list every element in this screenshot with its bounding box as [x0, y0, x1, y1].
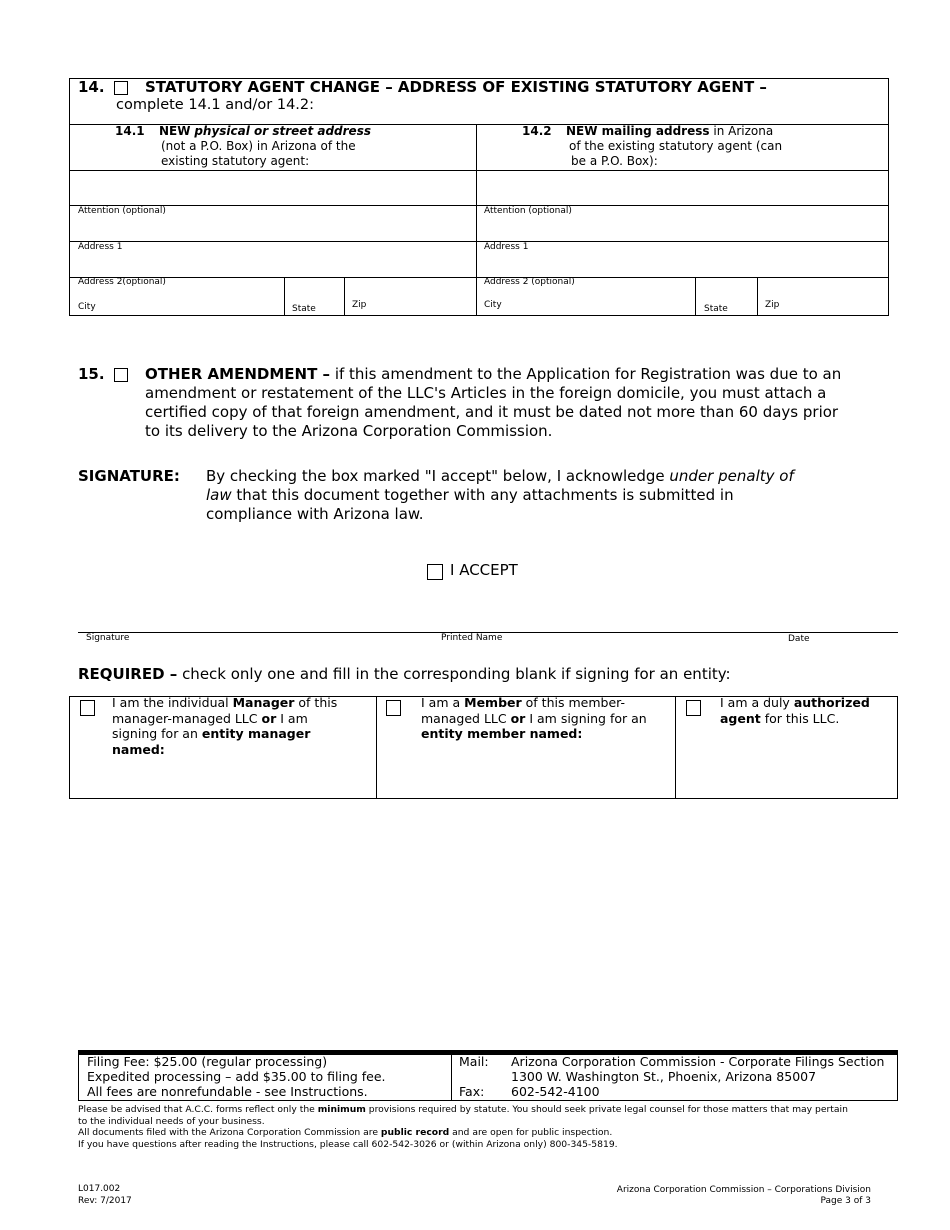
right-state-field[interactable]: State: [704, 304, 728, 314]
section-15-checkbox[interactable]: [114, 368, 128, 382]
right-attention-field[interactable]: Attention (optional): [484, 206, 572, 216]
left-address2-field[interactable]: Address 2(optional): [78, 277, 166, 287]
right-address1-field[interactable]: Address 1: [484, 242, 529, 252]
right-city-field[interactable]: City: [484, 300, 502, 310]
left-zip-field[interactable]: Zip: [352, 300, 367, 310]
section-14-checkbox[interactable]: [114, 81, 128, 95]
section-14-subtitle: complete 14.1 and/or 14.2:: [116, 97, 315, 113]
section-14-2-number: 14.2: [522, 124, 552, 138]
section-14-number: 14.: [78, 78, 105, 96]
right-address2-field[interactable]: Address 2 (optional): [484, 277, 575, 287]
manager-checkbox[interactable]: [80, 700, 95, 716]
authorized-agent-checkbox[interactable]: [686, 700, 701, 716]
left-attention-field[interactable]: Attention (optional): [78, 206, 166, 216]
printed-name-field[interactable]: Printed Name: [441, 633, 503, 643]
left-city-field[interactable]: City: [78, 302, 96, 312]
i-accept-checkbox[interactable]: [427, 564, 443, 580]
section-14-2-heading: NEW mailing address in Arizona: [566, 124, 774, 138]
section-14-2-line3: be a P.O. Box):: [571, 154, 658, 168]
left-state-field[interactable]: State: [292, 304, 316, 314]
section-14-1-line2: (not a P.O. Box) in Arizona of the: [161, 139, 356, 153]
authorized-agent-option-text: I am a duly authorized agent for this LLC.: [720, 695, 870, 726]
section-14-1-line3: existing statutory agent:: [161, 154, 310, 168]
section-14-title: STATUTORY AGENT CHANGE – ADDRESS OF EXISTING STATUTORY AGENT –: [145, 78, 767, 96]
left-address1-field[interactable]: Address 1: [78, 242, 123, 252]
section-15-text: OTHER AMENDMENT – if this amendment to the Application for Registration was due to an amendment or restatement of the LLC's Articles in the foreign domicile, you must attach a certified copy of that foreign amendment, and it must be dated not more than 60 days prior to its delivery to the Arizona Corporation Commission.: [145, 365, 842, 440]
section-15-number: 15.: [78, 365, 105, 383]
section-14-1-heading: NEW physical or street address: [159, 124, 371, 138]
mail-info: Mail: Arizona Corporation Commission - Corporate Filings Section 1300 W. Washington St., Phoenix, Arizona 85007 Fax: 602-542-4100: [459, 1054, 885, 1099]
signature-field[interactable]: Signature: [86, 633, 130, 643]
page-footer: Arizona Corporation Commission – Corporations Division Page 3 of 3: [616, 1185, 871, 1206]
section-14-1-number: 14.1: [115, 124, 145, 138]
required-instruction: REQUIRED – check only one and fill in the corresponding blank if signing for an entity:: [78, 665, 731, 683]
signature-statement: By checking the box marked "I accept" below, I acknowledge under penalty of law that this document together with any attachments is submitted in compliance with Arizona law.: [206, 467, 794, 523]
disclaimer-notes: Please be advised that A.C.C. forms reflect only the minimum provisions required by statute. You should seek private legal counsel for those matters that may pertain to the individual needs of your business. All documents filed with the Arizona Corporation Commission are public record and are open for public inspection. If you have questions after reading the Instructions, please call 602-542-3026 or (within Arizona only) 800-345-5819.: [78, 1104, 848, 1150]
member-checkbox[interactable]: [386, 700, 401, 716]
i-accept-label: I ACCEPT: [450, 561, 518, 579]
member-option-text: I am a Member of this member- managed LLC or I am signing for an entity member named:: [421, 695, 647, 741]
right-zip-field[interactable]: Zip: [765, 300, 780, 310]
section-14-2-line2: of the existing statutory agent (can: [569, 139, 783, 153]
fee-info: Filing Fee: $25.00 (regular processing) Expedited processing – add $35.00 to filing fee. All fees are nonrefundable - see Instructions.: [87, 1054, 386, 1099]
left-name-field[interactable]: [70, 171, 476, 205]
form-number: L017.002 Rev: 7/2017: [78, 1184, 132, 1206]
manager-option-text: I am the individual Manager of this manager-managed LLC or I am signing for an entity manager named:: [112, 695, 338, 757]
date-field[interactable]: Date: [788, 634, 810, 644]
signature-label: SIGNATURE:: [78, 467, 180, 485]
right-name-field[interactable]: [477, 171, 888, 205]
